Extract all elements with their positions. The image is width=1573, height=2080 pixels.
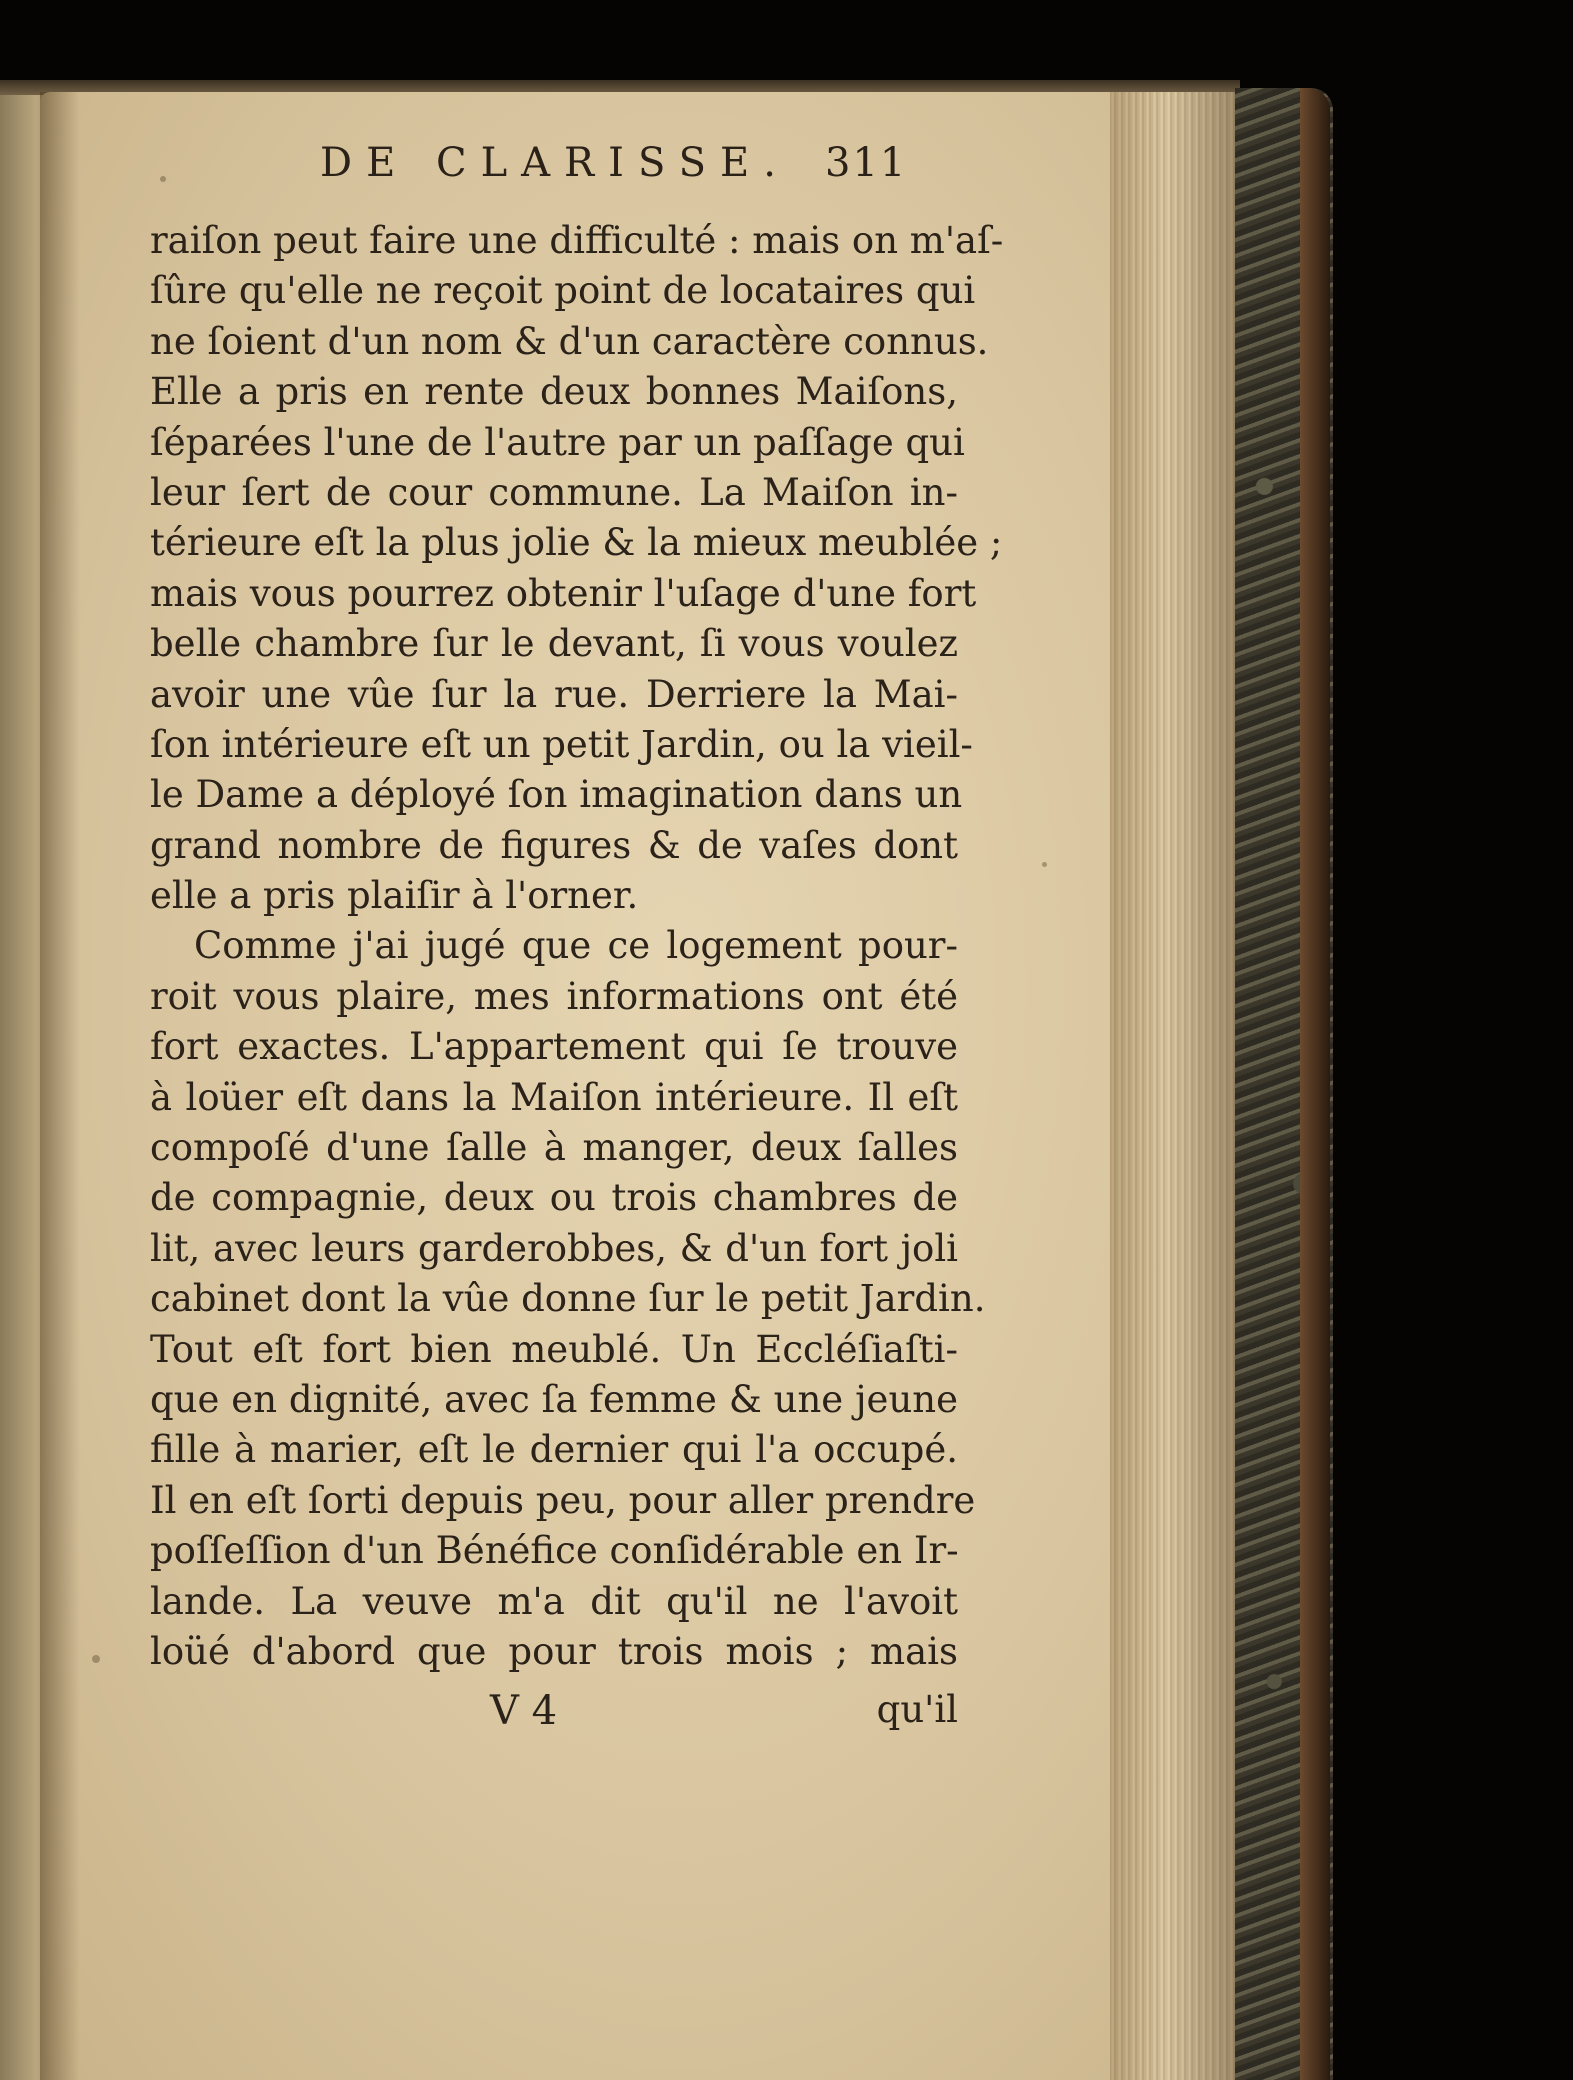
text-line: à loüer eſt dans la Maiſon intérieure. Il eſt	[150, 1075, 958, 1119]
text-line: avoir une vûe ſur la rue. Derriere la Mai-	[150, 672, 958, 716]
text-line: Il en eſt ſorti depuis peu, pour aller prendre	[150, 1478, 976, 1522]
text-line: ſéparées l'une de l'autre par un paſſage qui	[150, 420, 965, 464]
page-stack-shade	[1110, 92, 1250, 2080]
text-line: fort exactes. L'appartement qui ſe trouve	[150, 1025, 958, 1069]
running-header	[280, 140, 960, 200]
text-line: de compagnie, deux ou trois chambres de	[150, 1176, 958, 1220]
text-line: elle a pris plaiſir à l'orner.	[150, 874, 639, 918]
text-line: Tout eſt fort bien meublé. Un Eccléſiaſti-	[150, 1327, 958, 1371]
text-line: ſon intérieure eſt un petit Jardin, ou la vieil-	[150, 722, 973, 766]
text-line: leur ſert de cour commune. La Maiſon in-	[150, 470, 958, 514]
catchword: qu'il	[876, 1688, 958, 1731]
text-line: cabinet dont la vûe donne ſur le petit Jardin.	[150, 1277, 986, 1321]
text-line: Comme j'ai jugé que ce logement pour-	[194, 924, 958, 968]
text-line: belle chambre ſur le devant, ſi vous voulez	[150, 622, 958, 666]
text-line: ne ſoient d'un nom & d'un caractère connus.	[150, 319, 989, 363]
text-line: loüé d'abord que pour trois mois ; mais	[150, 1629, 958, 1673]
running-title: DE CLARISSE.	[320, 140, 790, 186]
text-line: le Dame a déployé ſon imagination dans un	[150, 773, 963, 817]
gutter-shadow	[40, 92, 80, 2080]
cover-leather-edge	[1300, 88, 1330, 2080]
text-line: térieure eſt la plus jolie & la mieux meublée ;	[150, 521, 1003, 565]
text-line: Elle a pris en rente deux bonnes Maiſons,	[150, 370, 958, 414]
foxing-spot	[160, 176, 166, 182]
text-line: lande. La veuve m'a dit qu'il ne l'avoit	[150, 1579, 958, 1623]
foxing-spot	[1042, 862, 1047, 867]
signature-mark: V 4	[490, 1688, 558, 1734]
foxing-spot	[92, 1655, 100, 1663]
text-line: roit vous plaire, mes informations ont été	[150, 974, 958, 1018]
text-line: compoſé d'une ſalle à manger, deux ſalles	[150, 1126, 958, 1170]
text-line: grand nombre de figures & de vaſes dont	[150, 823, 958, 867]
page-number: 311	[825, 140, 908, 186]
text-line: fille à marier, eſt le dernier qui l'a occupé.	[150, 1428, 958, 1472]
text-line: lit, avec leurs garderobbes, & d'un fort joli	[150, 1226, 958, 1270]
text-line: poſſeſſion d'un Bénéfice conſidérable en Ir-	[150, 1529, 959, 1573]
body-text	[150, 216, 1004, 1677]
text-line: mais vous pourrez obtenir l'uſage d'une fort	[150, 571, 977, 615]
text-line: raiſon peut faire une difficulté : mais on m'aſ-	[150, 219, 1004, 262]
text-line: que en dignité, avec ſa femme & une jeune	[150, 1377, 958, 1421]
text-line: ſûre qu'elle ne reçoit point de locataires qui	[150, 269, 976, 313]
page-footer	[150, 1688, 958, 1738]
